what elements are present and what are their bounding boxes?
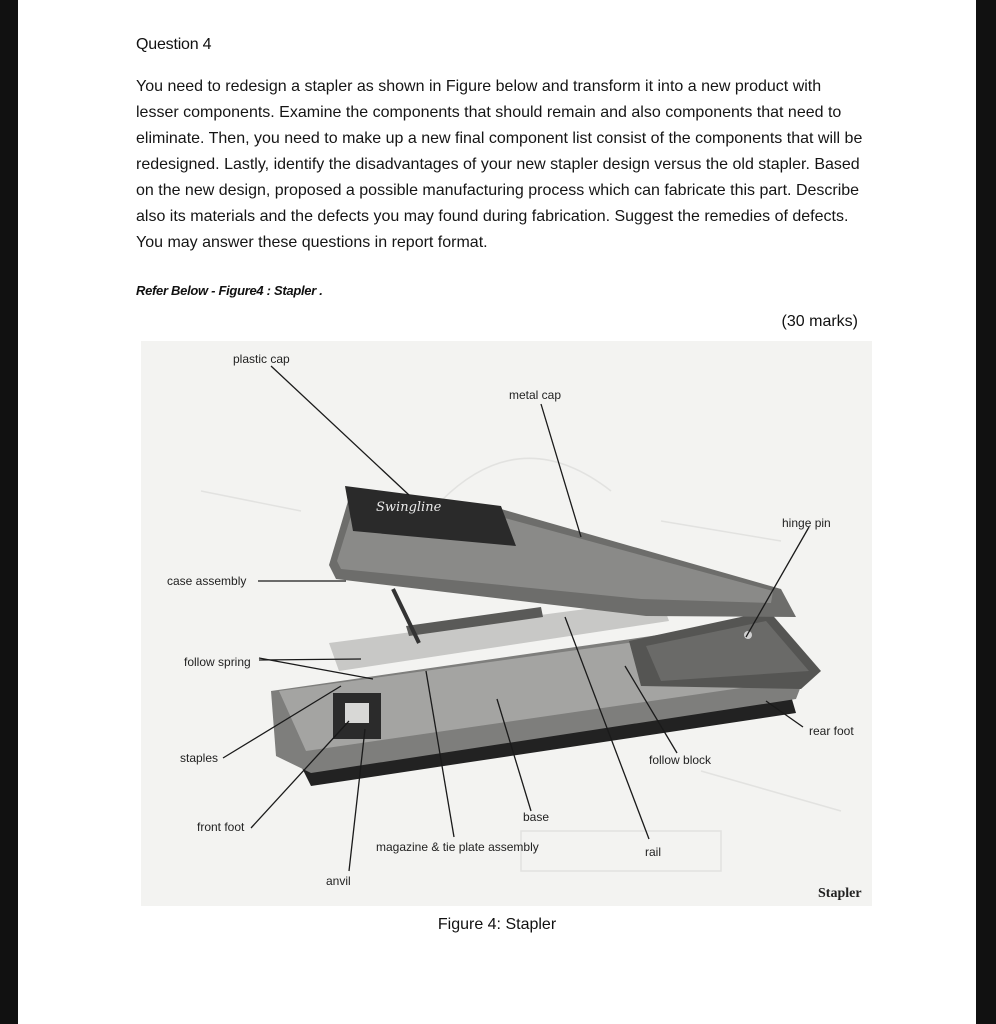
marks-label: (30 marks)	[781, 313, 858, 330]
figure-corner-label: Stapler	[818, 886, 862, 901]
hinge-pin-dot	[744, 631, 752, 639]
label-case-assembly: case assembly	[167, 574, 247, 588]
label-front-foot: front foot	[197, 820, 245, 834]
label-plastic-cap: plastic cap	[233, 352, 290, 366]
document-page	[18, 0, 976, 1024]
label-magazine: magazine & tie plate assembly	[376, 840, 539, 854]
stapler-figure	[141, 341, 872, 906]
label-follow-block: follow block	[649, 753, 712, 767]
label-rail: rail	[645, 845, 662, 859]
label-hinge-pin: hinge pin	[782, 516, 831, 530]
label-anvil: anvil	[326, 874, 351, 888]
brand-logo: Swingline	[376, 500, 442, 515]
question-body: You need to redesign a stapler as shown in Figure below and transform it into a new product with lesser components. Examine the components that should remain and also components that need to eliminate. Then, you need to make up a new final component list consist of the components that will be redesigned. Lastly, identify the disadvantages of your new stapler design versus the old stapler. Based on the new design, proposed a possible manufacturing process which can fabricate this part. Describe also its materials and the defects you may found during fabrication. Suggest the remedies of defects. You may answer these questions in report format.	[136, 78, 863, 251]
label-rear-foot: rear foot	[809, 724, 854, 738]
stapler-illustration	[141, 341, 872, 906]
anvil-face	[345, 703, 369, 723]
figure-reference: Refer Below - Figure4 : Stapler .	[136, 283, 323, 298]
question-heading: Question 4	[136, 36, 212, 53]
label-follow-spring: follow spring	[184, 655, 251, 669]
label-staples: staples	[180, 751, 219, 765]
label-base: base	[523, 810, 550, 824]
label-metal-cap: metal cap	[509, 388, 562, 402]
figure-caption: Figure 4: Stapler	[437, 916, 557, 933]
